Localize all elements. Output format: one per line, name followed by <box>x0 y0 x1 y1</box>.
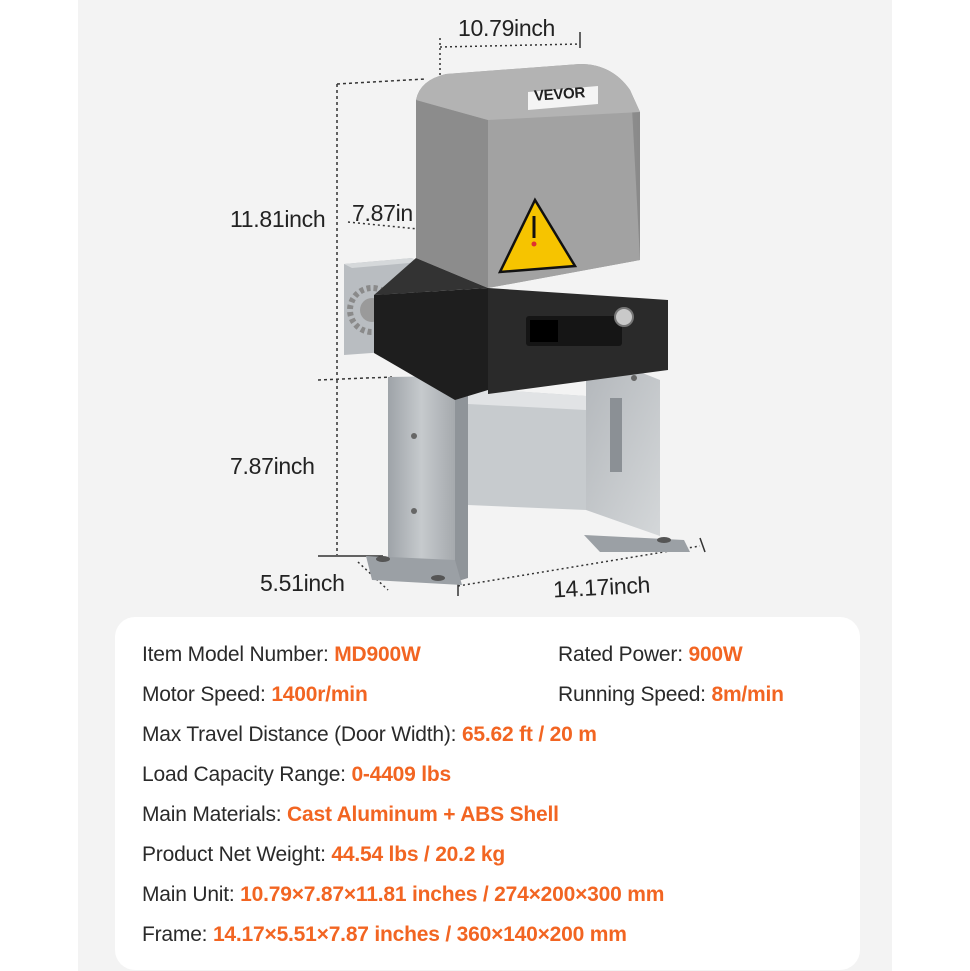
spec-motor-speed-value: 1400r/min <box>271 683 368 706</box>
frame-height-label: 7.87inch <box>230 453 315 479</box>
unit-width-label: 10.79inch <box>458 15 556 41</box>
spec-net-weight-value: 44.54 lbs / 20.2 kg <box>331 843 506 866</box>
spec-frame-value: 14.17×5.51×7.87 inches / 360×140×200 mm <box>212 923 627 946</box>
spec-rated-power-value: 900W <box>688 643 743 666</box>
spec-max-travel-value: 65.62 ft / 20 m <box>461 723 597 746</box>
specs-card <box>115 617 860 970</box>
spec-materials-value: Cast Aluminum + ABS Shell <box>287 803 559 826</box>
spec-materials: Main Materials: Cast Aluminum + ABS Shell <box>142 803 559 826</box>
unit-height-label: 11.81inch <box>230 206 326 232</box>
frame-depth-label: 5.51inch <box>260 570 345 596</box>
unit-depth-label: 7.87in <box>352 200 413 226</box>
steel-frame <box>366 372 690 585</box>
spec-load-capacity: Load Capacity Range: 0-4409 lbs <box>142 763 452 786</box>
brand-logo: VEVOR <box>533 84 586 105</box>
spec-net-weight: Product Net Weight: 44.54 lbs / 20.2 kg <box>142 843 506 866</box>
spec-rated-power: Rated Power: 900W <box>558 643 743 666</box>
spec-frame: Frame: 14.17×5.51×7.87 inches / 360×140×200 mm <box>142 923 627 946</box>
spec-running-speed: Running Speed: 8m/min <box>558 683 784 706</box>
motor-housing <box>374 64 668 400</box>
spec-max-travel: Max Travel Distance (Door Width): 65.62 ft / 20 m <box>142 723 597 746</box>
spec-model-value: MD900W <box>334 643 421 666</box>
spec-motor-speed: Motor Speed: 1400r/min <box>142 683 368 706</box>
spec-main-unit: Main Unit: 10.79×7.87×11.81 inches / 274×200×300 mm <box>142 883 665 906</box>
frame-width-label: 14.17inch <box>552 571 651 603</box>
spec-main-unit-value: 10.79×7.87×11.81 inches / 274×200×300 mm <box>240 883 665 906</box>
spec-model: Item Model Number: MD900W <box>142 643 421 666</box>
spec-load-capacity-value: 0-4409 lbs <box>351 763 452 786</box>
spec-running-speed-value: 8m/min <box>711 683 784 706</box>
